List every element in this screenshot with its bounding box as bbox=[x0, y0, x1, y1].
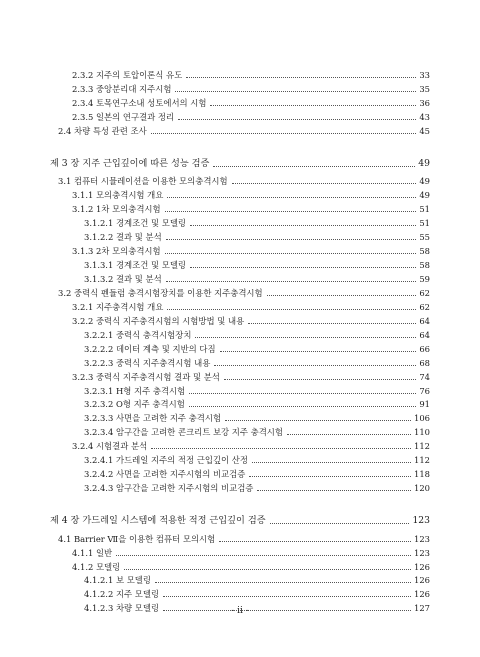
toc-entry-page: 58 bbox=[419, 246, 430, 256]
toc-entry[interactable] bbox=[58, 284, 430, 298]
toc-entry-page: 49 bbox=[419, 190, 430, 201]
toc-leader-dots bbox=[167, 197, 416, 198]
toc-leader-dots bbox=[225, 420, 411, 421]
toc-leader-dots bbox=[186, 77, 416, 78]
toc-entry-page: 62 bbox=[419, 301, 430, 312]
toc-entry-page: 33 bbox=[419, 70, 430, 80]
toc-entry-title: 4.1 Barrier Ⅶ을 이용한 컴퓨터 모의시험 bbox=[58, 533, 216, 544]
toc-entry-page: 123 bbox=[414, 533, 430, 544]
toc-entry-page: 118 bbox=[414, 469, 430, 480]
toc-entry-title: 3.2.3 중력식 지주충격시험 결과 및 분석 bbox=[72, 371, 220, 382]
toc-entry[interactable] bbox=[58, 172, 430, 186]
toc-entry[interactable] bbox=[72, 186, 430, 200]
toc-entry-title: 3.2 중력식 펜듈럼 충격시험장치를 이용한 지주충격시험 bbox=[58, 287, 263, 298]
toc-entry-page: 64 bbox=[419, 329, 430, 340]
toc-entry[interactable] bbox=[84, 256, 430, 270]
toc-entry-title: 4.1.2.2 지주 모델링 bbox=[84, 589, 160, 600]
toc-entry-title: 3.1.1 모의충격시험 개요 bbox=[72, 190, 164, 201]
toc-entry-page: 66 bbox=[419, 343, 430, 354]
toc-entry-page: 120 bbox=[414, 483, 430, 494]
toc-entry-page: 36 bbox=[419, 97, 430, 108]
toc-entry-page: 51 bbox=[419, 204, 430, 215]
toc-leader-dots bbox=[270, 523, 410, 524]
toc-leader-dots bbox=[214, 365, 416, 366]
toc-leader-dots bbox=[232, 183, 417, 184]
toc-leader-dots bbox=[257, 490, 411, 491]
toc-entry-title: 3.2.3.3 사면을 고려한 지주 충격시험 bbox=[84, 413, 222, 424]
toc-entry-title: 3.2.4 시험결과 분석 bbox=[72, 441, 148, 452]
toc-entry-page: 126 bbox=[414, 589, 430, 600]
toc-leader-dots bbox=[190, 225, 416, 226]
toc-entry[interactable] bbox=[58, 122, 430, 136]
toc-leader-dots bbox=[151, 133, 417, 134]
toc-entry-title: 3.2.2.1 중력식 충격시험장치 bbox=[84, 329, 192, 340]
toc-entry-title: 3.1.3 2차 모의충격시험 bbox=[72, 246, 161, 256]
toc-entry-page: 123 bbox=[414, 547, 430, 558]
toc-entry-title: 2.3.5 일본의 연구결과 정리 bbox=[72, 111, 175, 122]
toc-entry-title: 3.2.3.4 암구간을 고려한 콘크리트 보강 지주 충격시험 bbox=[84, 427, 283, 438]
toc-entry[interactable] bbox=[84, 326, 430, 340]
toc-entry-title: 3.1.3.2 결과 및 분석 bbox=[84, 273, 162, 284]
toc-entry-title: 제 4 장 가드레일 시스템에 적용한 적정 근입깊이 검증 bbox=[50, 515, 266, 527]
toc-entry-page: 49 bbox=[419, 176, 430, 187]
toc-leader-dots bbox=[163, 596, 411, 597]
toc-entry-title: 3.2.4.2 사면을 고려한 지주시험의 비교검증 bbox=[84, 469, 246, 480]
toc-entry-page: 58 bbox=[419, 259, 430, 270]
toc-entry-title: 4.1.2.1 보 모델링 bbox=[84, 575, 151, 586]
toc-entry[interactable] bbox=[72, 66, 430, 80]
toc-entry[interactable] bbox=[84, 451, 430, 465]
toc-entry[interactable] bbox=[84, 354, 430, 368]
toc-entry[interactable] bbox=[84, 228, 430, 242]
toc-leader-dots bbox=[151, 448, 411, 449]
toc-entry-page: 123 bbox=[412, 515, 430, 527]
toc-entry-page: 74 bbox=[419, 371, 430, 382]
toc-entry-title: 3.1.2 1차 모의충격시험 bbox=[72, 204, 161, 215]
toc-entry[interactable] bbox=[72, 80, 430, 94]
toc-entry-page: 110 bbox=[414, 427, 430, 438]
toc-entry-page: 91 bbox=[419, 399, 430, 410]
toc-leader-dots bbox=[166, 239, 417, 240]
toc-entry-title: 제 3 장 지주 근입깊이에 따른 성능 검증 bbox=[50, 157, 210, 169]
toc-leader-dots bbox=[155, 582, 411, 583]
toc-entry-title: 4.1.2 모델링 bbox=[72, 561, 121, 572]
toc-entry-title: 4.1.2.3 차량 모델링 bbox=[84, 603, 160, 614]
toc-entry[interactable] bbox=[72, 368, 430, 382]
toc-leader-dots bbox=[165, 253, 417, 254]
toc-entry-page: 51 bbox=[419, 218, 430, 229]
toc-entry-page: 55 bbox=[419, 232, 430, 243]
toc-entry-page: 126 bbox=[414, 575, 430, 586]
toc-entry-title: 3.2.1 지주충격시험 개요 bbox=[72, 301, 164, 312]
toc-leader-dots bbox=[167, 309, 416, 310]
toc-leader-dots bbox=[189, 406, 417, 407]
toc-entry[interactable] bbox=[50, 155, 430, 169]
toc-leader-dots bbox=[178, 119, 416, 120]
toc-entry-page: 62 bbox=[419, 287, 430, 298]
toc-entry[interactable] bbox=[84, 382, 430, 396]
toc-entry-title: 2.4 차량 특성 관련 조사 bbox=[58, 125, 147, 136]
toc-leader-dots bbox=[166, 281, 417, 282]
toc-entry[interactable] bbox=[84, 423, 430, 437]
toc-entry-title: 4.1.1 일반 bbox=[72, 547, 113, 558]
toc-entry-title: 3.2.2.3 중력식 지주충격시험 내용 bbox=[84, 357, 211, 368]
toc-leader-dots bbox=[248, 323, 416, 324]
toc-leader-dots bbox=[190, 267, 416, 268]
toc-entry[interactable] bbox=[72, 94, 430, 108]
toc-entry[interactable] bbox=[72, 108, 430, 122]
toc-entry[interactable] bbox=[50, 512, 430, 526]
toc-entry-page: 64 bbox=[419, 315, 430, 326]
toc-entry-title: 2.3.3 중앙분리대 지주시험 bbox=[72, 83, 172, 94]
toc-entry-page: 59 bbox=[419, 273, 430, 284]
toc-leader-dots bbox=[213, 166, 415, 167]
toc-entry-title: 3.2.3.1 H형 지주 충격시험 bbox=[84, 385, 186, 396]
toc-entry-page: 127 bbox=[414, 603, 430, 614]
toc-leader-dots bbox=[165, 211, 417, 212]
toc-entry-title: 2.3.4 토목연구소내 성토에서의 시험 bbox=[72, 97, 207, 108]
toc-entry[interactable] bbox=[72, 298, 430, 312]
toc-leader-dots bbox=[287, 434, 411, 435]
toc-entry[interactable] bbox=[72, 312, 430, 326]
toc-leader-dots bbox=[189, 393, 416, 394]
toc-entry-title: 2.3.2 지주의 토압이론식 유도 bbox=[72, 70, 183, 80]
toc-entry[interactable] bbox=[72, 242, 430, 256]
toc-entry[interactable] bbox=[84, 214, 430, 228]
toc-leader-dots bbox=[210, 105, 416, 106]
toc-leader-dots bbox=[219, 541, 411, 542]
toc-entry-page: 35 bbox=[419, 83, 430, 94]
toc-leader-dots bbox=[267, 295, 417, 296]
toc-entry-title: 3.2.2.2 데이터 계측 및 지반의 다짐 bbox=[84, 343, 216, 354]
toc-entry[interactable] bbox=[84, 465, 430, 479]
toc-entry-title: 3.2.4.1 가드레일 지주의 적정 근입깊이 산정 bbox=[84, 455, 248, 466]
toc-entry-page: 76 bbox=[419, 385, 430, 396]
toc-entry-title: 3.1.2.2 결과 및 분석 bbox=[84, 232, 162, 243]
toc-entry[interactable] bbox=[84, 571, 430, 585]
toc-leader-dots bbox=[175, 91, 416, 92]
toc-leader-dots bbox=[195, 337, 416, 338]
toc-entry[interactable] bbox=[84, 340, 430, 354]
toc-entry[interactable] bbox=[84, 479, 430, 493]
toc-entry-title: 3.1.3.1 경계조건 및 모델링 bbox=[84, 259, 187, 270]
toc-entry-title: 3.2.2 중력식 지주충격시험의 시험방법 및 내용 bbox=[72, 315, 245, 326]
toc-entry[interactable] bbox=[72, 200, 430, 214]
toc-entry[interactable] bbox=[84, 409, 430, 423]
toc-entry-page: 68 bbox=[419, 357, 430, 368]
toc-entry[interactable] bbox=[84, 585, 430, 599]
toc-entry-page: 45 bbox=[419, 125, 430, 136]
toc-leader-dots bbox=[249, 476, 411, 477]
toc-leader-dots bbox=[124, 569, 411, 570]
toc-entry-title: 3.1 컴퓨터 시뮬레이션을 이용한 모의충격시험 bbox=[58, 176, 228, 187]
toc-leader-dots bbox=[252, 462, 411, 463]
toc-entry-title: 3.2.3.2 O형 지주 충격시험 bbox=[84, 399, 185, 410]
toc-entry[interactable] bbox=[72, 437, 430, 451]
toc-entry-title: 3.1.2.1 경계조건 및 모델링 bbox=[84, 218, 187, 229]
toc-entry[interactable] bbox=[84, 270, 430, 284]
toc-leader-dots bbox=[224, 379, 416, 380]
toc-entry-page: 43 bbox=[419, 111, 430, 122]
toc-leader-dots bbox=[116, 555, 411, 556]
toc-entry-page: 126 bbox=[414, 561, 430, 572]
toc-entry-page: 112 bbox=[414, 455, 430, 466]
toc-entry-page: 112 bbox=[414, 441, 430, 452]
toc-entry-title: 3.2.4.3 암구간을 고려한 지주시험의 비교검증 bbox=[84, 483, 254, 494]
toc-entry[interactable] bbox=[58, 530, 430, 544]
toc-entry[interactable] bbox=[72, 558, 430, 572]
toc-entry[interactable] bbox=[84, 395, 430, 409]
toc-entry[interactable] bbox=[72, 544, 430, 558]
toc-entry-page: 49 bbox=[418, 157, 430, 169]
toc-entry-page: 106 bbox=[414, 413, 430, 424]
toc-leader-dots bbox=[220, 351, 417, 352]
page-number-footer: - ii - bbox=[231, 606, 249, 616]
